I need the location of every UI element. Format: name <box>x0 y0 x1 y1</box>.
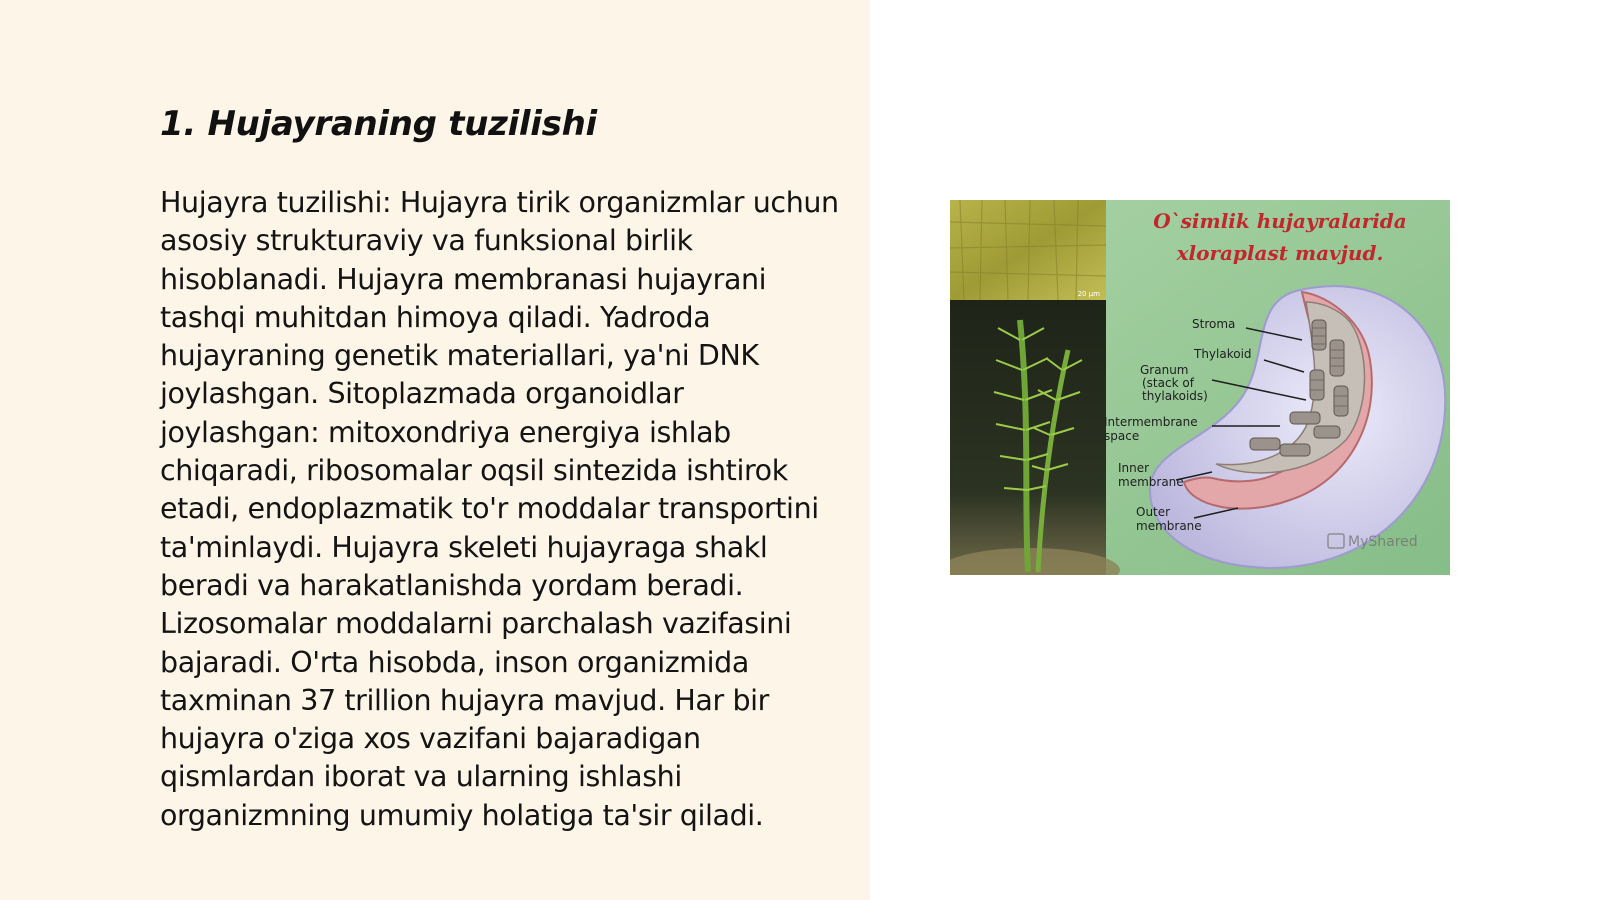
chloroplast-illustration <box>950 200 1450 575</box>
label-inner-2: membrane <box>1118 475 1184 489</box>
figure-heading-line2: xloraplast mavjud. <box>1176 241 1384 265</box>
label-thylakoid: Thylakoid <box>1194 347 1252 361</box>
label-stroma: Stroma <box>1192 317 1236 331</box>
slide-title: 1. Hujayraning tuzilishi <box>160 104 597 144</box>
plant-photo <box>950 300 1120 575</box>
label-intermembrane-1: Intermembrane <box>1104 415 1198 429</box>
watermark-text: MyShared <box>1348 534 1418 550</box>
label-outer-1: Outer <box>1136 505 1171 519</box>
label-granum-2: (stack of <box>1142 376 1194 390</box>
slide-body-text: Hujayra tuzilishi: Hujayra tirik organizmlar uchun asosiy strukturaviy va funksional birlik hisoblanadi. Hujayra membranasi hujayrani tashqi muhitdan himoya qiladi. Yadroda hujayraning genetik materiallari, ya'ni DNK joylashgan. Sitoplazmada organoidlar joylashgan: mitoxondriya energiya ishlab chiqaradi, ribosomalar oqsil sintezida ishtirok etadi, endoplazmatik to'r moddalar transportini ta'minlaydi. Hujayra skeleti hujayraga shakl beradi va harakatlanishda yordam beradi. Lizosomalar moddalarni parchalash vazifasini bajaradi. O'rta hisobda, inson organizmida taxminan 37 trillion hujayra mavjud. Har bir hujayra o'ziga xos vazifani bajaradigan qismlardan iborat va ularning ishlashi organizmning umumiy holatiga ta'sir qiladi. <box>160 186 839 832</box>
label-outer-2: membrane <box>1136 519 1202 533</box>
label-intermembrane-2: space <box>1104 429 1140 443</box>
chloroplast-figure-svg <box>950 200 1450 575</box>
label-granum-3: thylakoids) <box>1142 389 1208 403</box>
figure-heading-line1: O`simlik hujayralarida <box>1153 209 1407 233</box>
micrograph-image <box>950 200 1106 300</box>
label-granum-1: Granum <box>1140 363 1189 377</box>
label-inner-1: Inner <box>1118 461 1150 475</box>
scale-label: 20 µm <box>1077 290 1100 298</box>
